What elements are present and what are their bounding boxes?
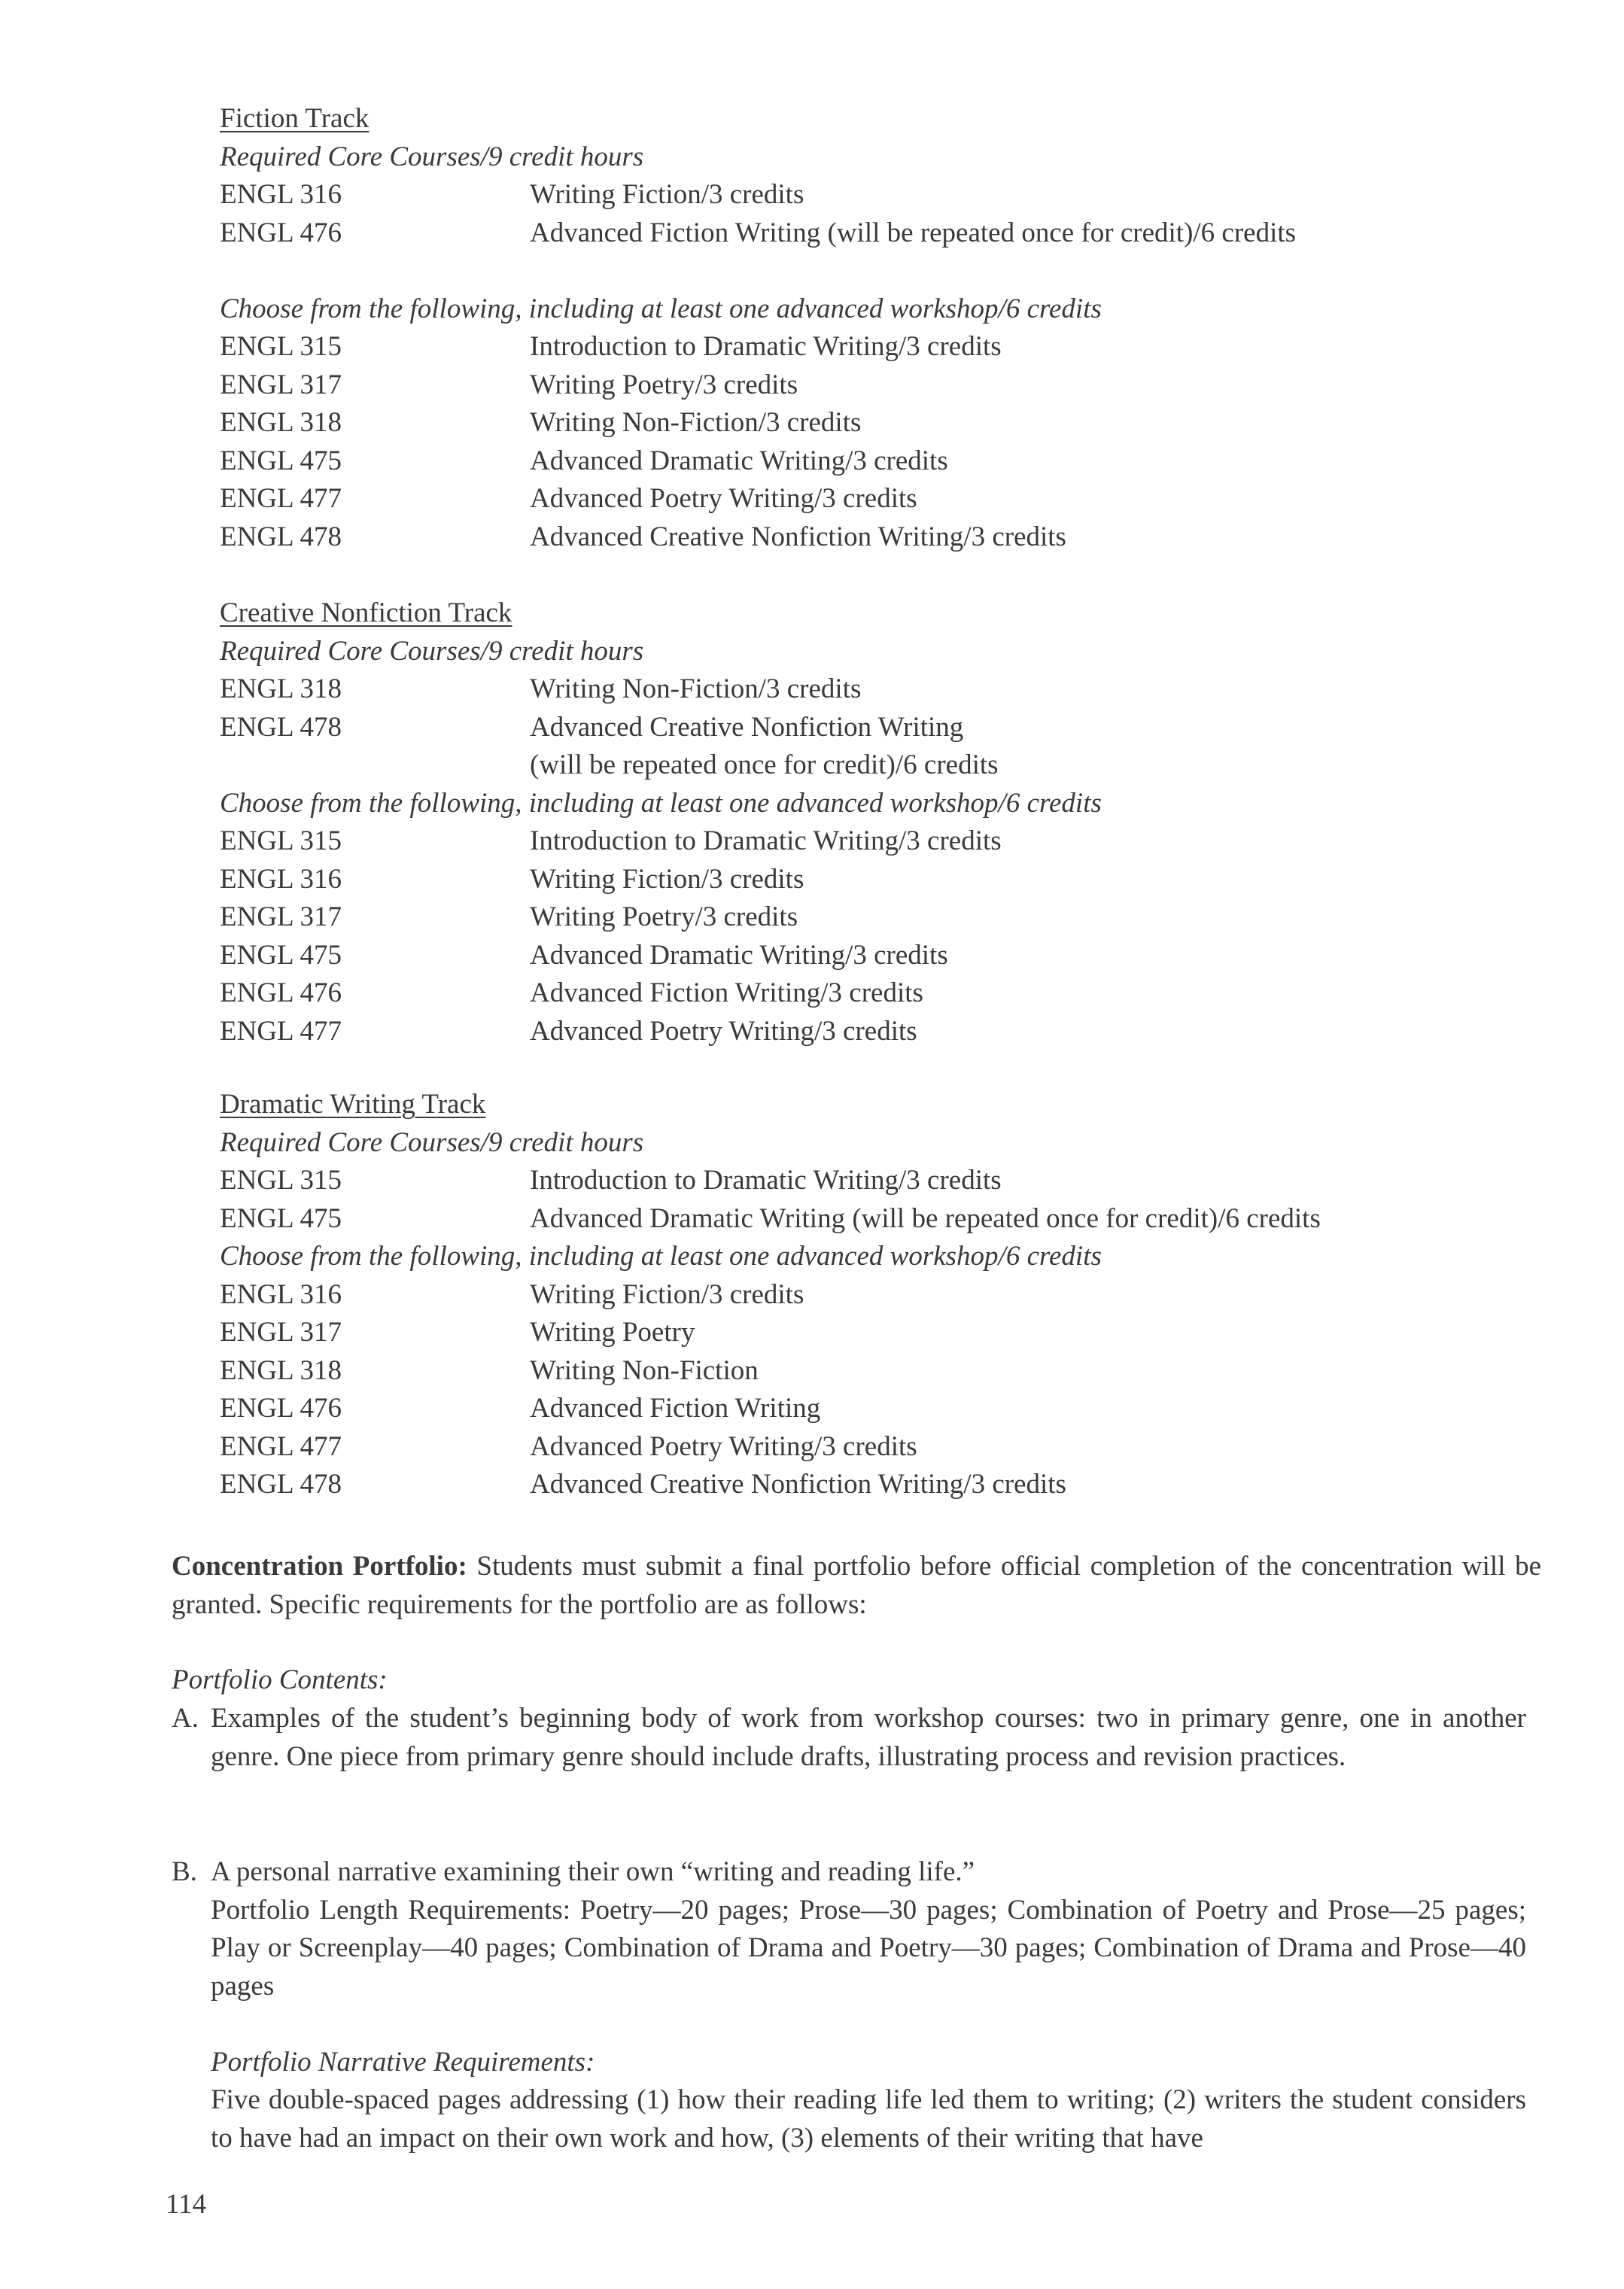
course-desc: Introduction to Dramatic Writing/3 credits <box>530 331 1002 362</box>
course-code: ENGL 318 <box>220 673 342 704</box>
course-code: ENGL 477 <box>220 1430 342 1462</box>
course-desc: Advanced Dramatic Writing (will be repeated once for credit)/6 credits <box>530 1202 1321 1234</box>
course-row <box>220 898 1544 937</box>
course-desc: Advanced Poetry Writing/3 credits <box>530 483 917 514</box>
course-row <box>220 214 1544 253</box>
dramatic-track <box>220 1086 1544 1504</box>
course-desc: Advanced Poetry Writing/3 credits <box>530 1430 917 1462</box>
course-row <box>220 709 1544 747</box>
portfolio-length-requirements: Portfolio Length Requirements: Poetry—20 pages; Prose—30 pages; Combination of Poetry and Prose—25 pages; Play or Screenplay—40 pages; Combination of Drama and Poetry—30 pages; Combination of Drama and Prose—40 pages <box>211 1894 1526 2002</box>
course-code: ENGL 476 <box>220 1393 342 1424</box>
course-code: ENGL 316 <box>220 863 342 895</box>
course-row <box>220 328 1544 366</box>
portfolio-contents-label: Portfolio Contents: <box>172 1664 388 1695</box>
course-desc: Writing Fiction/3 credits <box>530 863 804 895</box>
course-desc: Writing Non-Fiction <box>530 1354 759 1386</box>
portfolio-narrative-text: Five double-spaced pages addressing (1) how their reading life led them to writing; (2) writers the student considers to have had an impact on their own work and how, (3) elements of their writing that have <box>211 2084 1526 2154</box>
course-desc: Writing Fiction/3 credits <box>530 1278 804 1310</box>
course-row <box>220 1013 1544 1051</box>
nonfiction-track-title: Creative Nonfiction Track <box>220 597 512 628</box>
course-row <box>220 1390 1544 1428</box>
course-code: ENGL 317 <box>220 901 342 932</box>
course-desc: Advanced Fiction Writing (will be repeated once for credit)/6 credits <box>530 217 1297 248</box>
fiction-track <box>220 100 1544 556</box>
portfolio-intro <box>172 1548 1541 1624</box>
nonfiction-choose-label: Choose from the following, including at least one advanced workshop/6 credits <box>220 787 1102 819</box>
course-code: ENGL 315 <box>220 1165 342 1196</box>
course-code: ENGL 478 <box>220 1469 342 1500</box>
nonfiction-required-label: Required Core Courses/9 credit hours <box>220 635 644 667</box>
course-row <box>220 518 1544 557</box>
dramatic-choose-label: Choose from the following, including at least one advanced workshop/6 credits <box>220 1241 1102 1272</box>
portfolio-item-a <box>172 1700 1526 1776</box>
course-desc: Introduction to Dramatic Writing/3 credits <box>530 825 1002 856</box>
course-desc: Writing Fiction/3 credits <box>530 179 804 210</box>
course-row <box>220 861 1544 899</box>
item-marker: B. <box>172 1856 197 1887</box>
course-row <box>220 366 1544 405</box>
nonfiction-track <box>220 594 1544 1050</box>
course-row <box>220 1276 1544 1315</box>
course-desc: Writing Poetry <box>530 1317 695 1348</box>
course-code: ENGL 316 <box>220 1278 342 1310</box>
course-desc: Writing Poetry/3 credits <box>530 369 798 400</box>
course-code: ENGL 477 <box>220 483 342 514</box>
course-code: ENGL 315 <box>220 825 342 856</box>
course-row <box>220 822 1544 861</box>
course-desc: Writing Poetry/3 credits <box>530 901 798 932</box>
course-row <box>220 746 1544 785</box>
course-desc: Advanced Dramatic Writing/3 credits <box>530 939 948 971</box>
course-row <box>220 442 1544 481</box>
course-code: ENGL 476 <box>220 977 342 1008</box>
portfolio-narrative-label: Portfolio Narrative Requirements: <box>211 2046 595 2078</box>
portfolio-heading: Concentration Portfolio: <box>172 1551 467 1582</box>
course-code: ENGL 318 <box>220 1354 342 1386</box>
course-code: ENGL 316 <box>220 179 342 210</box>
course-code: ENGL 477 <box>220 1015 342 1047</box>
course-row <box>220 1200 1544 1239</box>
fiction-track-title: Fiction Track <box>220 103 370 134</box>
course-row <box>220 176 1544 214</box>
item-marker: A. <box>172 1703 199 1734</box>
course-code: ENGL 475 <box>220 1202 342 1234</box>
course-code: ENGL 318 <box>220 407 342 438</box>
course-row <box>220 937 1544 975</box>
course-code: ENGL 478 <box>220 711 342 743</box>
course-row <box>220 1314 1544 1352</box>
item-text: Examples of the student’s beginning body of work from workshop courses: two in primary genre, one in another genre. One piece from primary genre should include drafts, illustrating process and revision practices. <box>211 1703 1526 1772</box>
item-text: A personal narrative examining their own “writing and reading life.” <box>211 1856 975 1887</box>
course-desc: Advanced Fiction Writing <box>530 1393 821 1424</box>
course-row <box>220 1428 1544 1467</box>
course-desc: Advanced Creative Nonfiction Writing/3 credits <box>530 521 1066 552</box>
portfolio-item-b <box>172 1853 1526 2157</box>
course-desc: Advanced Fiction Writing/3 credits <box>530 977 923 1008</box>
course-code: ENGL 317 <box>220 1317 342 1348</box>
course-code: ENGL 478 <box>220 521 342 552</box>
course-row <box>220 1352 1544 1391</box>
course-desc: Advanced Dramatic Writing/3 credits <box>530 445 948 476</box>
course-code: ENGL 476 <box>220 217 342 248</box>
course-desc: Writing Non-Fiction/3 credits <box>530 407 862 438</box>
course-row <box>220 404 1544 442</box>
course-desc: Advanced Creative Nonfiction Writing <box>530 711 964 743</box>
dramatic-required-label: Required Core Courses/9 credit hours <box>220 1126 644 1158</box>
course-row <box>220 1162 1544 1200</box>
fiction-required-label: Required Core Courses/9 credit hours <box>220 141 644 172</box>
course-row <box>220 480 1544 518</box>
course-desc: Advanced Poetry Writing/3 credits <box>530 1015 917 1047</box>
course-code: ENGL 315 <box>220 331 342 362</box>
fiction-choose-label: Choose from the following, including at least one advanced workshop/6 credits <box>220 293 1102 324</box>
course-code: ENGL 475 <box>220 445 342 476</box>
page-number: 114 <box>166 2189 207 2220</box>
course-code: ENGL 475 <box>220 939 342 971</box>
course-desc: Introduction to Dramatic Writing/3 credits <box>530 1165 1002 1196</box>
course-desc: Advanced Creative Nonfiction Writing/3 credits <box>530 1469 1066 1500</box>
course-desc: (will be repeated once for credit)/6 credits <box>530 749 999 780</box>
portfolio-intro-text: Students must submit a final portfolio before official completion of the concentration will be granted. Specific requirements for the portfolio are as follows: <box>172 1551 1542 1620</box>
course-row <box>220 974 1544 1013</box>
course-row <box>220 1466 1544 1504</box>
course-row <box>220 670 1544 709</box>
dramatic-track-title: Dramatic Writing Track <box>220 1089 486 1120</box>
course-code: ENGL 317 <box>220 369 342 400</box>
course-desc: Writing Non-Fiction/3 credits <box>530 673 862 704</box>
